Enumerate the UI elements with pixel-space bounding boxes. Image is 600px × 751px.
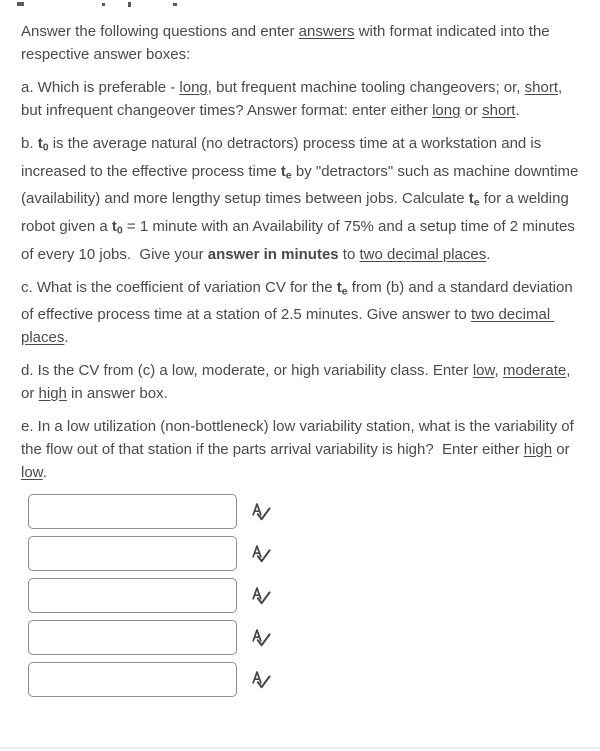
- intro-text: Answer the following questions and enter answers with format indicated into the respective answer boxes:: [21, 23, 554, 63]
- question-c-text: c. What is the coefficient of variation CV for the $t_e$ from (b) and a standard deviation of effective process time at a station of 2.5 minutes. Give answer to two decimal places.: [21, 278, 577, 347]
- answer-input-4[interactable]: [28, 620, 237, 655]
- clipped-text-fragment: [128, 2, 131, 7]
- answer-row: [28, 536, 580, 571]
- answer-row: [28, 620, 580, 655]
- answer-input-3[interactable]: [28, 578, 237, 613]
- clipped-text-fragment: [173, 3, 177, 6]
- answer-input-5[interactable]: [28, 662, 237, 697]
- question-b-text: b. $t_0$ is the average natural (no detractors) process time at a workstation and is increased to the effective process time $t_e$ by "detractors" such as machine downtime (availability) and more lengthy setup times between jobs. Calculate $t_e$ for a welding robot given a $t_0 = 1$ minute with an Availability of 75% and a setup time of 2 minutes of every 10 jobs. Give your answer in minutes to two decimal places.: [21, 135, 583, 263]
- spellcheck-icon: [249, 501, 271, 523]
- spellcheck-icon: [249, 585, 271, 607]
- question-a-text: a. Which is preferable - long, but frequent machine tooling changeovers; or, short, but infrequent changeover times? Answer format: enter either long or short.: [21, 79, 567, 119]
- spellcheck-icon: [249, 669, 271, 691]
- question-d-text: d. Is the CV from (c) a low, moderate, or high variability class. Enter low, moderate, or high in answer box.: [21, 362, 575, 403]
- bottom-divider: [0, 747, 600, 749]
- clipped-text-fragment: [102, 3, 105, 6]
- question-e-text: e. In a low utilization (non-bottleneck) low variability station, what is the variability of the flow out of that station if the parts arrival variability is high? Enter either high or low.: [21, 418, 578, 482]
- spellcheck-icon: [249, 543, 271, 565]
- spellcheck-icon: [249, 627, 271, 649]
- answer-boxes: [28, 494, 580, 697]
- answer-input-2[interactable]: [28, 536, 237, 571]
- clipped-text-fragment: [17, 2, 24, 6]
- answer-row: [28, 662, 580, 697]
- answer-row: [28, 578, 580, 613]
- answer-row: [28, 494, 580, 529]
- answer-input-1[interactable]: [28, 494, 237, 529]
